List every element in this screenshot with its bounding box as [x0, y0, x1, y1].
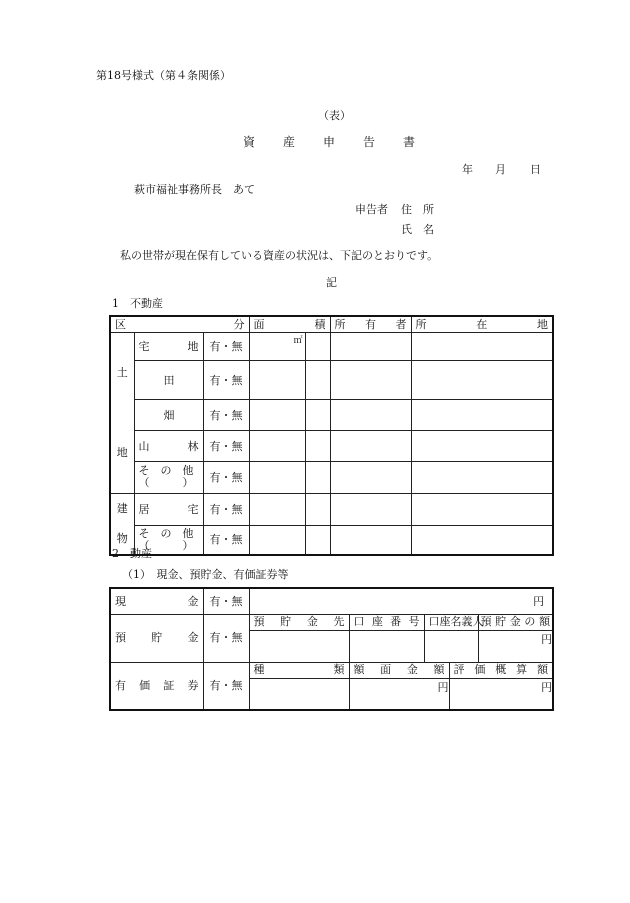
owner-field[interactable]	[330, 462, 411, 493]
location-field[interactable]	[411, 332, 553, 361]
choice-field[interactable]: 有・無	[203, 431, 249, 462]
movable-property-table	[109, 587, 554, 711]
land-row: 田 有・無	[110, 361, 553, 400]
side-label: （表）	[318, 109, 351, 122]
location-field[interactable]	[411, 493, 553, 526]
building-row: そ の 他 （ ） 有・無	[110, 526, 553, 555]
owner-field[interactable]	[330, 332, 411, 361]
deposit-label: 預 貯 金	[110, 614, 203, 662]
choice-field[interactable]: 有・無	[203, 361, 249, 400]
date-year: 年	[462, 163, 473, 176]
header-location-mid: 在	[476, 317, 488, 331]
land-row: 山 林 有・無	[110, 431, 553, 462]
cash-row: 現 金 有・無 円	[110, 588, 553, 614]
section1-heading: 1 不動産	[112, 297, 163, 310]
header-kubun-left: 区	[115, 317, 126, 331]
securities-label: 有 価 証 券	[110, 662, 203, 710]
deposit-header-row: 預 貯 金 有・無 預 貯 金 先 口 座 番 号 口 座 名 義 人 預 貯 金 の 額	[110, 614, 553, 630]
real-estate-header-row	[110, 316, 553, 332]
owner-field[interactable]	[330, 361, 411, 400]
deposit-account-holder-field[interactable]	[424, 630, 478, 662]
declarant-name: 氏 名	[401, 223, 434, 236]
form-number: 第18号様式（第４条関係）	[96, 69, 231, 82]
securities-header-row: 有 価 証 券 有・無 種 類 額 面 金 額 評 価 概 算 額	[110, 662, 553, 678]
header-location-left: 所	[415, 317, 427, 331]
date-month: 月	[495, 163, 506, 176]
header-area-right: 積	[314, 317, 326, 331]
owner-field[interactable]	[330, 431, 411, 462]
choice-field[interactable]: 有・無	[203, 400, 249, 431]
addressee: 萩市福祉事務所長 あて	[134, 183, 255, 196]
location-field[interactable]	[411, 526, 553, 555]
securities-estimated-value-field[interactable]: 円	[449, 678, 553, 710]
header-area-left: 面	[253, 317, 265, 331]
land-row: そ の 他 （ ） 有・無	[110, 462, 553, 493]
land-label: 土 地	[110, 332, 134, 493]
location-field[interactable]	[411, 462, 553, 493]
location-field[interactable]	[411, 431, 553, 462]
choice-field[interactable]: 有・無	[203, 462, 249, 493]
date-day: 日	[530, 163, 541, 176]
choice-field[interactable]: 有・無	[203, 588, 249, 614]
declarant-address: 住 所	[401, 203, 434, 216]
owner-field[interactable]	[330, 493, 411, 526]
choice-field[interactable]: 有・無	[203, 332, 249, 361]
choice-field[interactable]: 有・無	[203, 493, 249, 526]
land-row: 畑 有・無	[110, 400, 553, 431]
location-field[interactable]	[411, 361, 553, 400]
deposit-account-number-field[interactable]	[349, 630, 424, 662]
building-row: 建 物 居 宅 有・無	[110, 493, 553, 526]
header-owner-2: 有	[365, 317, 376, 331]
securities-face-value-field[interactable]: 円	[349, 678, 449, 710]
owner-field[interactable]	[330, 526, 411, 555]
cash-amount-field[interactable]: 円	[249, 588, 553, 614]
securities-type-field[interactable]	[249, 678, 349, 710]
section2-subheading: （1） 現金、預貯金、有価証券等	[122, 568, 289, 581]
choice-field[interactable]: 有・無	[203, 526, 249, 555]
land-row: 土 地 宅 地 有・無 ㎡	[110, 332, 553, 361]
choice-field[interactable]: 有・無	[203, 614, 249, 662]
deposit-bank-field[interactable]	[249, 630, 349, 662]
declarant-label: 申告者	[355, 203, 388, 216]
header-owner-3: 者	[395, 317, 407, 331]
choice-field[interactable]: 有・無	[203, 662, 249, 710]
owner-field[interactable]	[330, 400, 411, 431]
location-field[interactable]	[411, 400, 553, 431]
deposit-amount-field[interactable]: 円	[478, 630, 553, 662]
area-unit: ㎡	[293, 335, 303, 346]
header-kubun-right: 分	[233, 317, 245, 331]
building-label: 建 物	[110, 493, 134, 555]
header-location-right: 地	[537, 317, 548, 331]
ki-mark: 記	[326, 276, 337, 289]
real-estate-table	[109, 315, 554, 556]
header-owner-1: 所	[334, 317, 346, 331]
document-title: 資産申告書	[243, 135, 444, 149]
section2-heading: 2 動産	[112, 547, 152, 560]
statement: 私の世帯が現在保有している資産の状況は、下記のとおりです。	[120, 249, 439, 262]
